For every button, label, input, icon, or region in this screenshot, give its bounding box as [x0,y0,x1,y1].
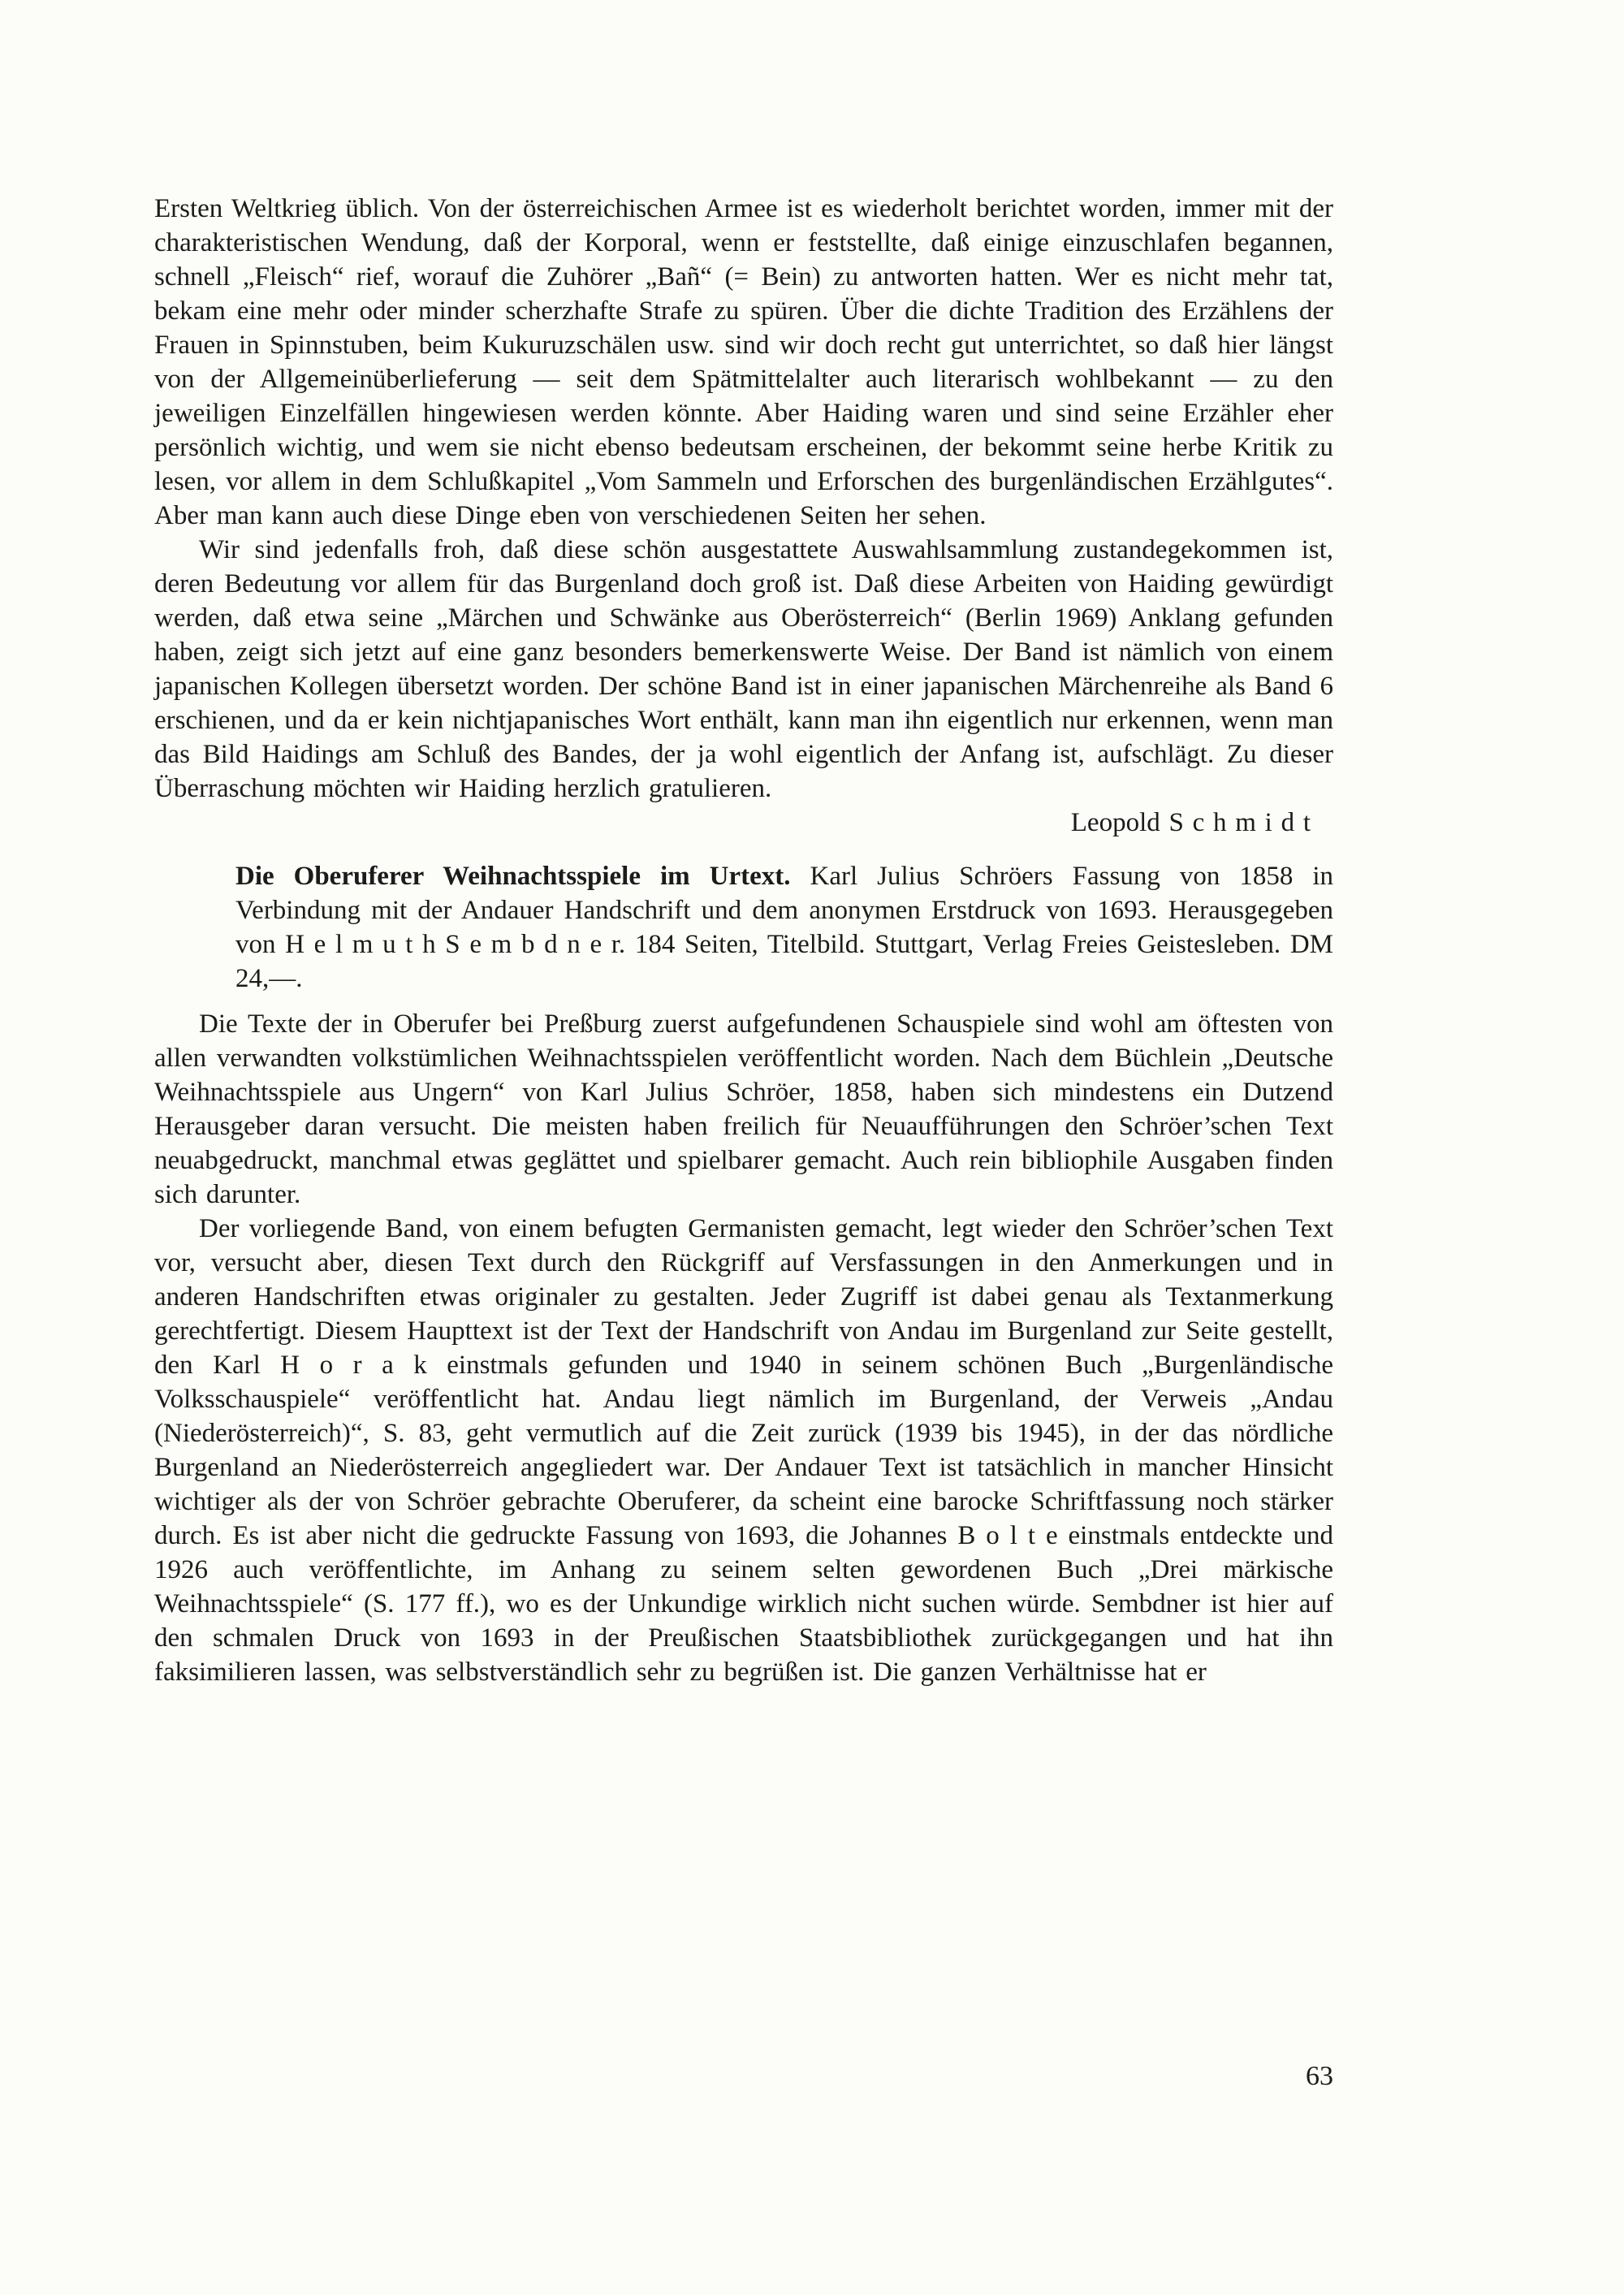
review-paragraph-1: Die Texte der in Oberufer bei Preßburg zuerst aufgefundenen Schauspiele sind wohl am öftesten von allen verwandten volkstümlichen Weihnachtsspielen veröffentlicht worden. Nach dem Büchlein „Deutsche Weihnachtsspiele aus Ungern“ von Karl Julius Schröer, 1858, haben sich mindestens ein Dutzend Herausgeber daran versucht. Die meisten haben freilich für Neuaufführungen den Schröer’schen Text neuabgedruckt, manchmal etwas geglättet und spielbarer gemacht. Auch rein bibliophile Ausgaben finden sich darunter. [154,1009,1333,1209]
paragraph-conclusion: Wir sind jedenfalls froh, daß diese schön ausgestattete Auswahlsammlung zustandegekommen ist, deren Bedeutung vor allem für das Burgenland doch groß ist. Daß diese Arbeiten von Haiding gewürdigt werden, daß etwa seine „Märchen und Schwänke aus Oberösterreich“ (Berlin 1969) Anklang gefunden haben, zeigt sich jetzt auf eine ganz besonders bemerkenswerte Weise. Der Band ist nämlich von einem japanischen Kollegen übersetzt worden. Der schöne Band ist in einer japanischen Märchenreihe als Band 6 erschienen, und da er kein nichtjapanisches Wort enthält, kann man ihn eigentlich nur erkennen, wenn man das Bild Haidings am Schluß des Bandes, der ja wohl eigentlich der Anfang ist, aufschlägt. Zu dieser Überraschung möchten wir Haiding herzlich gratulieren. [154,535,1333,803]
review-paragraph-2: Der vorliegende Band, von einem befugten Germanisten gemacht, legt wieder den Schröer’schen Text vor, versucht aber, diesen Text durch den Rückgriff auf Versfassungen in den Anmerkungen und in anderen Handschriften etwas originaler zu gestalten. Jeder Zugriff ist dabei genau als Textanmerkung gerechtfertigt. Diesem Haupttext ist der Text der Handschrift von Andau im Burgenland zur Seite gestellt, den Karl H o r a k einstmals gefunden und 1940 in seinem schönen Buch „Burgenländische Volksschauspiele“ veröffentlicht hat. Andau liegt nämlich im Burgenland, der Verweis „Andau (Niederösterreich)“, S. 83, geht vermutlich auf die Zeit zurück (1939 bis 1945), in der das nördliche Burgenland an Niederösterreich angegliedert war. Der Andauer Text ist tatsächlich in mancher Hinsicht wichtiger als der von Schröer gebrachte Oberuferer, da scheint eine barocke Schriftfassung noch stärker durch. Es ist aber nicht die gedruckte Fassung von 1693, die Johannes B o l t e einstmals entdeckte und 1926 auch veröffentlichte, im Anhang zu seinem selten gewordenen Buch „Drei märkische Weihnachtsspiele“ (S. 177 ff.), wo es der Unkundige wirklich nicht suchen würde. Sembdner ist hier auf den schmalen Druck von 1693 in der Preußischen Staatsbibliothek zurückgegangen und hat ihn faksimilieren lassen, was selbstverständlich sehr zu begrüßen ist. Die ganzen Verhältnisse hat er [154,1214,1333,1687]
author-signature: Leopold S c h m i d t [1070,808,1311,837]
review-heading-details: Karl Julius Schröers Fassung von 1858 in Verbindung mit der Andauer Handschrift und dem anonymen Erstdruck von 1693. Herausgegeben von H e l m u t h S e m b d n e r. 184 Seiten, Titelbild. Stuttgart, Verlag Freies Geistesleben. DM 24,—. [235,862,1333,993]
paragraph-continuation: Ersten Weltkrieg üblich. Von der österreichischen Armee ist es wiederholt berichtet worden, immer mit der charakteristischen Wendung, daß der Korporal, wenn er feststellte, daß einige einzuschlafen begannen, schnell „Fleisch“ rief, worauf die Zuhörer „Bañ“ (= Bein) zu antworten hatten. Wer es nicht mehr tat, bekam eine mehr oder minder scherzhafte Strafe zu spüren. Über die dichte Tradition des Erzählens der Frauen in Spinnstuben, beim Kukuruzschälen usw. sind wir doch recht gut unterrichtet, so daß hier längst von der Allgemeinüberlieferung — seit dem Spätmittelalter auch literarisch wohlbekannt — zu den jeweiligen Einzelfällen hingewiesen werden könnte. Aber Haiding waren und sind seine Erzähler eher persönlich wichtig, und wem sie nicht ebenso bedeutsam erscheinen, der bekommt seine herbe Kritik zu lesen, vor allem in dem Schlußkapitel „Vom Sammeln und Erforschen des burgenländischen Erzählgutes“. Aber man kann auch diese Dinge eben von verschiedenen Seiten her sehen. [154,194,1333,530]
text-column [154,192,1333,1689]
page-number: 63 [1306,2061,1333,2091]
review-bibliographic-heading [235,859,1333,996]
review-title: Die Oberuferer Weihnachtsspiele im Urtext. [235,862,791,891]
